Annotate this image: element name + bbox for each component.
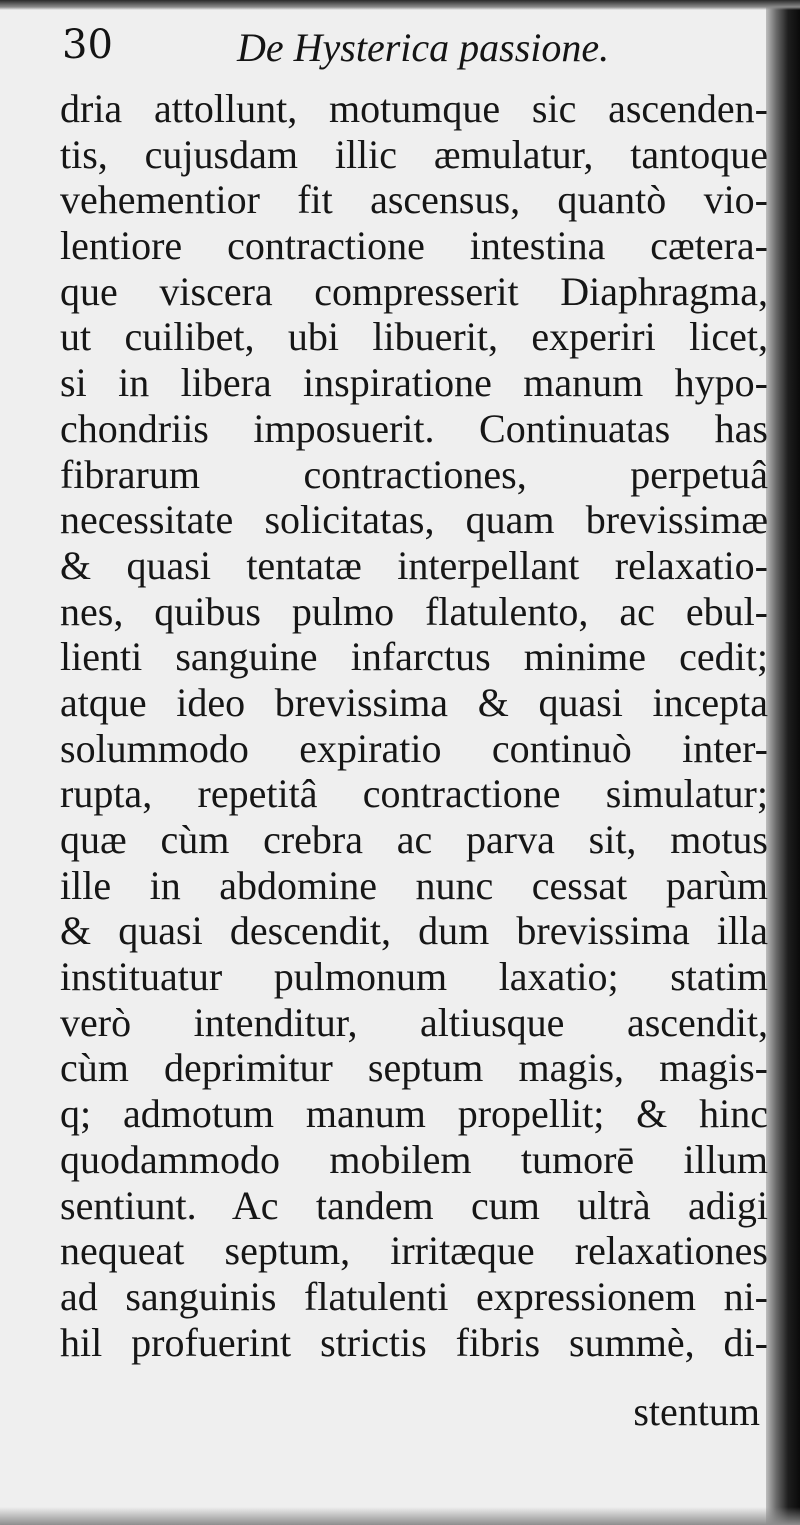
text-line: rupta, repetitâ contractione simulatur; [60, 771, 768, 817]
text-line: si in libera inspiratione manum hypo- [60, 360, 768, 406]
text-line: q; admotum manum propellit; & hinc [60, 1091, 768, 1137]
text-line: quæ cùm crebra ac parva sit, motus [60, 817, 768, 862]
page-bottom-edge [0, 1507, 800, 1525]
catchword: stentum [633, 1389, 760, 1434]
text-line: sentiunt. Ac tandem cum ultrà adigi [60, 1182, 768, 1228]
text-line: lienti sanguine infarctus minime cedit; [60, 634, 768, 680]
text-line: necessitate solicitatas, quam brevissimæ [60, 497, 768, 543]
text-line: lentiore contractione intestina cætera- [60, 223, 768, 269]
page-top-edge [0, 0, 800, 10]
text-line: que viscera compresserit Diaphragma, [60, 268, 768, 314]
text-line: nequeat septum, irritæque relaxationes [60, 1228, 768, 1274]
text-line: ad sanguinis flatulenti expressionem ni- [60, 1273, 768, 1319]
book-binding-edge [766, 0, 800, 1525]
text-line: solummodo expiratio continuò inter- [60, 725, 768, 771]
page-number: 30 [62, 22, 113, 68]
text-line: atque ideo brevissima & quasi incepta [60, 679, 768, 725]
text-line: & quasi descendit, dum brevissima illa [60, 908, 768, 954]
text-line: vehementior fit ascensus, quantò vio- [60, 177, 768, 223]
text-line: & quasi tentatæ interpellant relaxatio- [60, 542, 768, 588]
text-line: instituatur pulmonum laxatio; statim [60, 954, 768, 1000]
text-line: ut cuilibet, ubi libuerit, experiri licet, [60, 314, 768, 360]
text-line: hil profuerint strictis fibris summè, di- [60, 1319, 768, 1365]
running-title: De Hysterica passione. [237, 25, 610, 70]
body-text [60, 86, 768, 1365]
text-line: chondriis imposuerit. Continuatas has [60, 405, 768, 451]
text-line: quodammodo mobilem tumorē illum [60, 1136, 768, 1182]
text-line: ille in abdomine nunc cessat parùm [60, 862, 768, 908]
text-line: cùm deprimitur septum magis, magis- [60, 1045, 768, 1091]
text-line: tis, cujusdam illic æmulatur, tantoque [60, 131, 768, 177]
text-line: verò intenditur, altiusque ascendit, [60, 999, 768, 1045]
text-line: dria attollunt, motumque sic ascenden- [60, 86, 768, 131]
page-header [62, 22, 762, 82]
text-line: nes, quibus pulmo flatulento, ac ebul- [60, 588, 768, 634]
text-line: fibrarum contractiones, perpetuâ [60, 451, 768, 497]
